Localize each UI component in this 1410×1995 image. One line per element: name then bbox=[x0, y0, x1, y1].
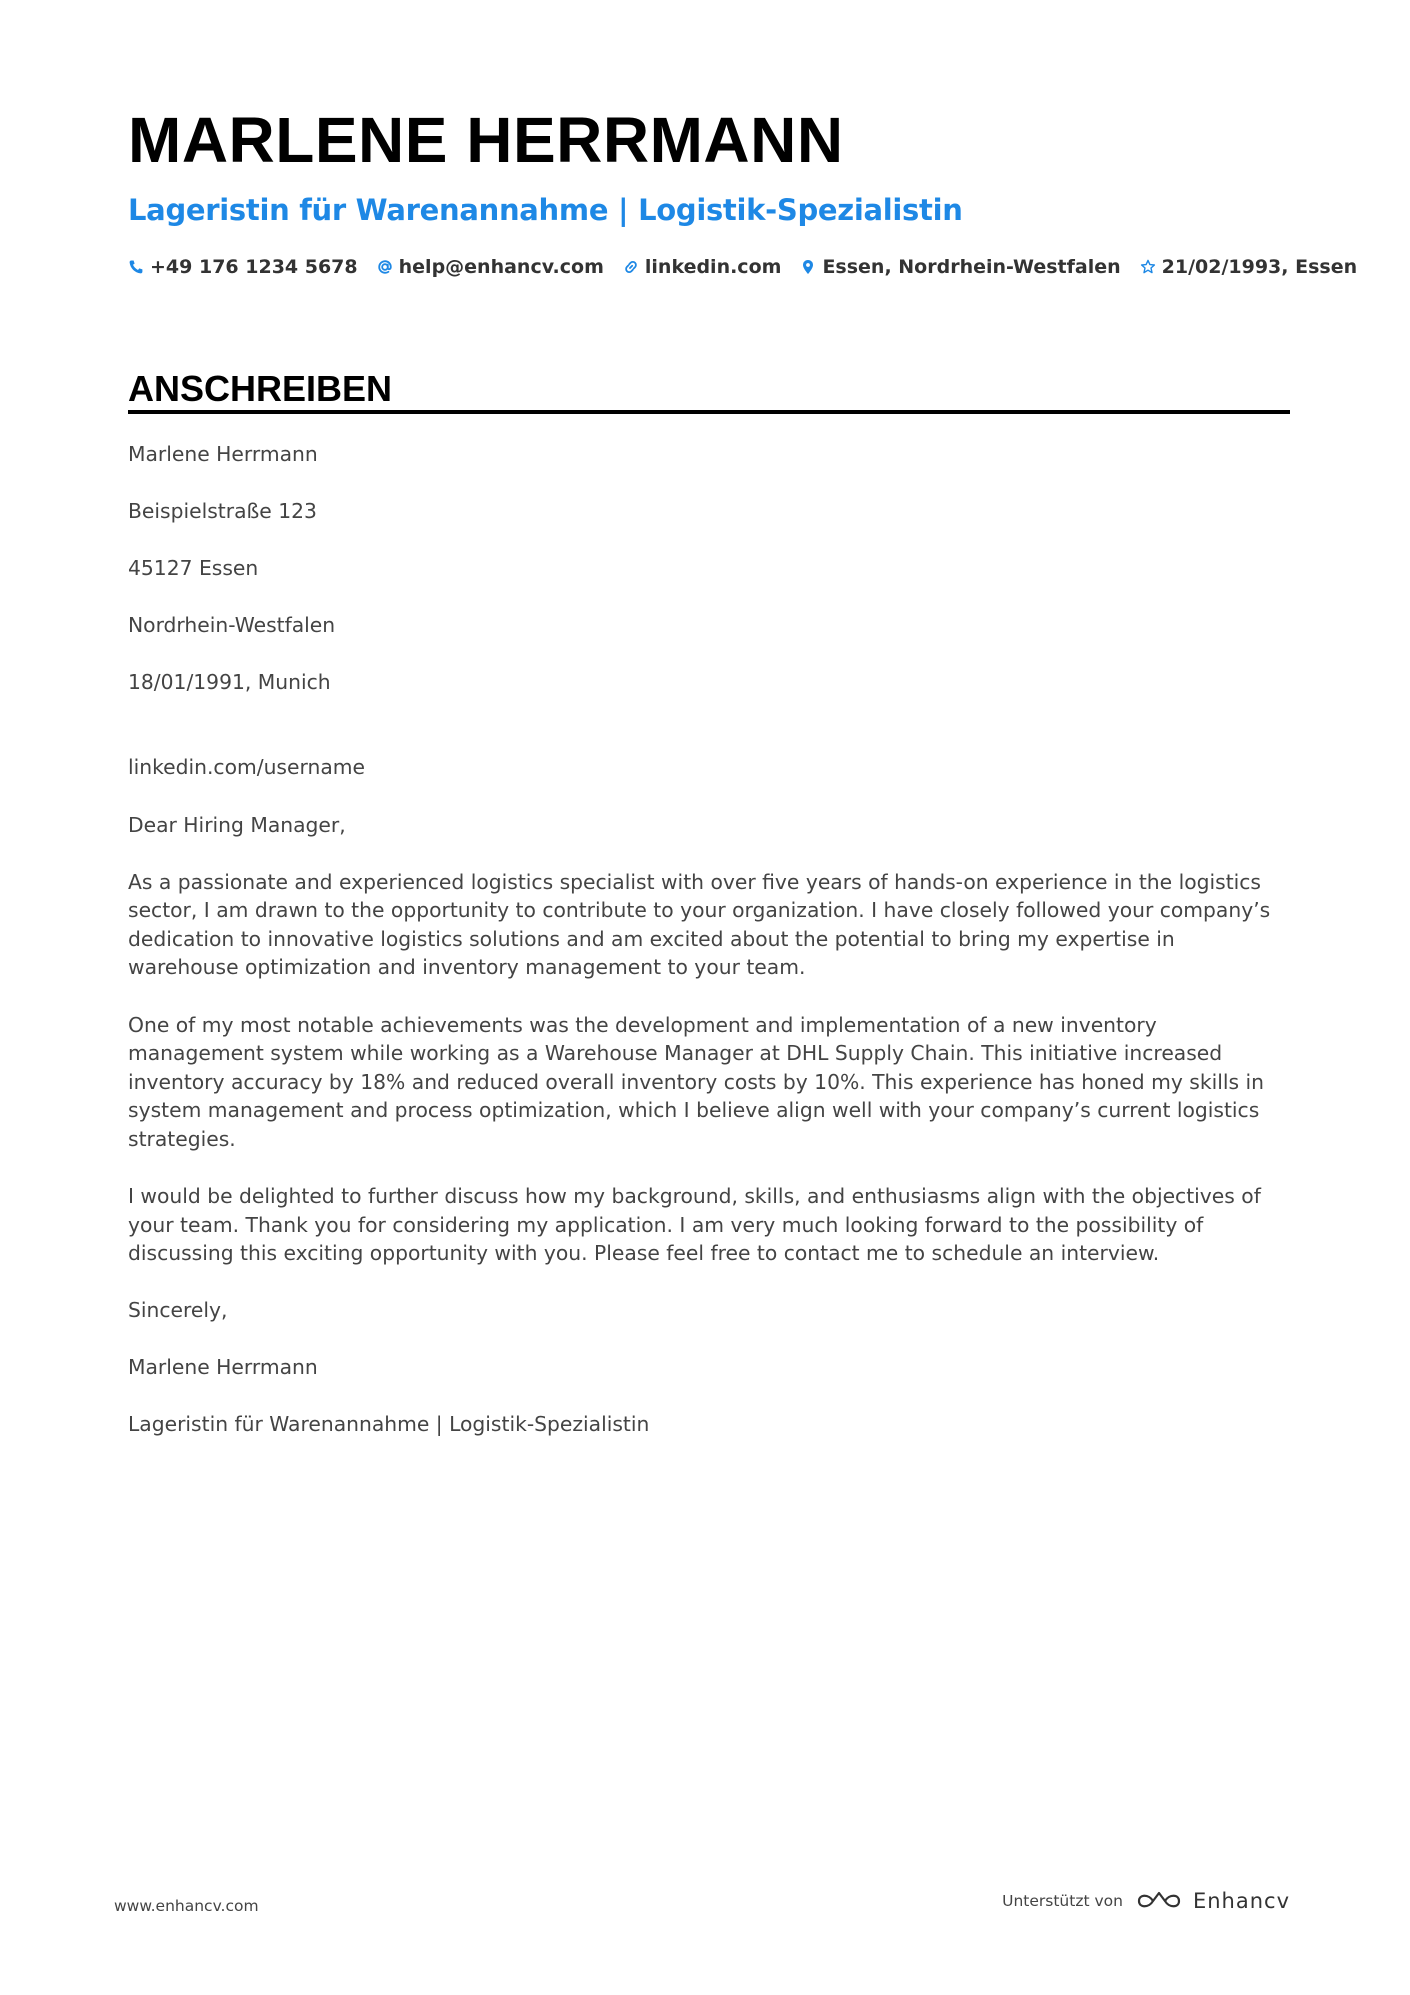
contact-birth bbox=[1140, 256, 1357, 278]
contact-linkedin[interactable] bbox=[623, 256, 782, 278]
contact-bar bbox=[128, 256, 1376, 278]
contact-birth-text: 21/02/1993, Essen bbox=[1161, 256, 1358, 278]
sender-linkedin[interactable]: linkedin.com/username bbox=[128, 755, 365, 780]
sender-name: Marlene Herrmann bbox=[128, 442, 318, 466]
powered-by-label: Unterstützt von bbox=[1002, 1892, 1123, 1910]
at-icon bbox=[377, 259, 393, 275]
letter-date-place: 18/01/1991, Munich bbox=[128, 670, 331, 695]
letter-paragraph: As a passionate and experienced logistics specialist with over five years of hands-on experience in the logistics sector, I am drawn to the opportunity to contribute to your organization. I have closely followed your company’s dedication to innovative logistics solutions and am excited about the potential to bring my expertise in warehouse optimization and inventory management to your team. bbox=[128, 869, 1271, 980]
contact-email-text: help@enhancv.com bbox=[398, 256, 604, 278]
signature-title: Lageristin für Warenannahme | Logistik-Spezialistin bbox=[128, 1412, 650, 1437]
link-icon bbox=[623, 259, 639, 275]
footer-branding bbox=[1002, 1888, 1290, 1914]
section-divider bbox=[128, 410, 1290, 414]
contact-location-text: Essen, Nordrhein-Westfalen bbox=[822, 256, 1121, 278]
contact-phone[interactable] bbox=[128, 256, 358, 278]
footer-website[interactable]: www.enhancv.com bbox=[114, 1897, 259, 1915]
sender-state: Nordrhein-Westfalen bbox=[128, 613, 336, 638]
location-pin-icon bbox=[800, 259, 816, 275]
letter-closing: Sincerely, bbox=[128, 1298, 228, 1323]
star-icon bbox=[1140, 259, 1156, 275]
enhancv-logo-icon bbox=[1135, 1888, 1183, 1914]
candidate-name: MARLENE HERRMANN bbox=[128, 104, 844, 176]
contact-linkedin-text: linkedin.com bbox=[644, 256, 782, 278]
sender-city: 45127 Essen bbox=[128, 556, 259, 581]
phone-icon bbox=[128, 259, 144, 275]
contact-location bbox=[800, 256, 1120, 278]
signature-name: Marlene Herrmann bbox=[128, 1355, 318, 1380]
candidate-title: Lageristin für Warenannahme | Logistik-Spezialistin bbox=[128, 193, 963, 227]
contact-email[interactable] bbox=[377, 256, 604, 278]
letter-greeting: Dear Hiring Manager, bbox=[128, 812, 346, 837]
letter-paragraph: I would be delighted to further discuss how my background, skills, and enthusiasms align with the objectives of your team. Thank you for considering my application. I am very much looking forward to the possibility of discussing this exciting opportunity with you. Please feel free to contact me to schedule an interview. bbox=[128, 1184, 1261, 1266]
letter-body bbox=[128, 440, 1290, 1468]
contact-phone-text: +49 176 1234 5678 bbox=[150, 256, 358, 278]
section-title: ANSCHREIBEN bbox=[128, 368, 393, 409]
sender-street: Beispielstraße 123 bbox=[128, 499, 317, 524]
brand-name: Enhancv bbox=[1192, 1889, 1290, 1913]
spacer bbox=[128, 725, 1290, 753]
letter-paragraph: One of my most notable achievements was the development and implementation of a new inventory management system while working as a Warehouse Manager at DHL Supply Chain. This initiative increased inventory accuracy by 18% and reduced overall inventory costs by 10%. This experience has honed my skills in system management and process optimization, which I believe align well with your company’s current logistics strategies. bbox=[128, 1012, 1265, 1151]
